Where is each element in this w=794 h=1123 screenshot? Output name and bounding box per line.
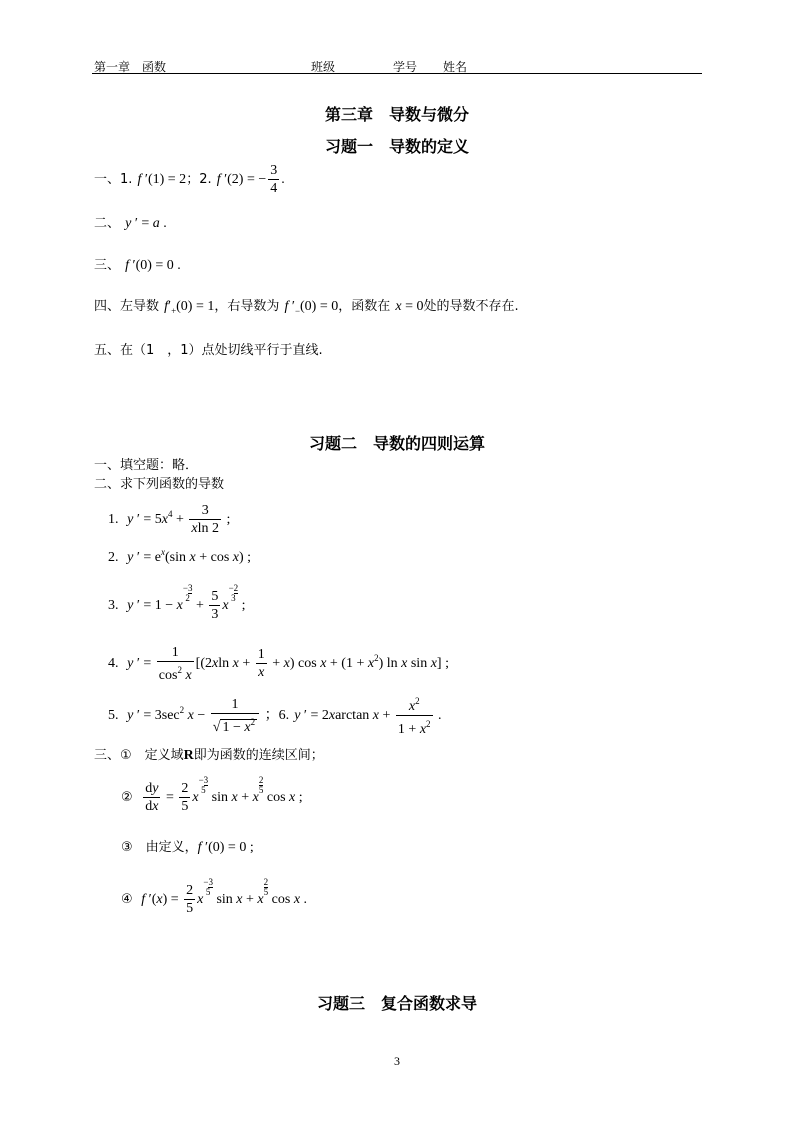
s2-item3 (108, 582, 246, 626)
header-rule (92, 73, 702, 74)
s1-q1-formula-b: f ′(2) = − $\frac{3}{4}$ . (216, 163, 285, 197)
s1-q3-prefix: 三、 (94, 258, 121, 273)
s1-q1-sep: ；2. (186, 172, 212, 187)
section2-title: 习题二 导数的四则运算 (308, 434, 485, 453)
s2-item1-formula: y ′ = $5x^4$ + $\frac{3}{xln 2}$ ; (127, 503, 231, 537)
s2-item4-number: 4. (108, 656, 119, 671)
s2-item4 (108, 636, 449, 683)
s1-q3-formula: f ′(0) = 0 . (125, 258, 181, 273)
s2-item5-formula: y ′ = $3\sec^2$ x − $\frac{1}{√ 1 - x^2}$ (124, 708, 265, 723)
s2-part3-tail: 即为函数的连续区间； (193, 748, 324, 763)
s2-part3 (94, 744, 324, 764)
s2-item5-number: 5. (108, 708, 119, 723)
header-class-label: 班级 (311, 60, 336, 74)
s1-q4-mid2: ，函数在 (338, 299, 391, 314)
s2-item3-number: 3. (108, 598, 119, 613)
s1-q2-formula: y ′ = a . (125, 216, 167, 231)
s1-q5: 五、在（1 ，1）点处切线平行于直线. (94, 343, 323, 358)
s2-c4-formula: f ′(x) = $\frac{2}{5}$ x−3 5 sin x + x $\frac{2}{5}$ cos x . (141, 877, 308, 917)
s1-q2-prefix: 二、 (94, 216, 121, 231)
s1-q1-prefix: 一、1. (94, 172, 133, 187)
page-number: 3 (394, 1054, 400, 1068)
s2-part3-r: R (183, 748, 194, 763)
s1-q4-tail: 处的导数不存在. (423, 299, 519, 314)
s2-c4-label: ④ (121, 892, 133, 907)
s2-c4 (121, 878, 307, 918)
s2-c3-label: ③ 由定义， (121, 840, 198, 855)
header-chapter: 第一章 函数 (94, 60, 167, 74)
s2-line1: 一、填空题：略． (94, 458, 199, 473)
s2-c3 (121, 836, 254, 856)
s1-q4-right: f $'_-(0) = 0$ (284, 299, 339, 316)
s1-q3 (94, 254, 181, 274)
s2-item1-number: 1. (108, 512, 119, 527)
s1-q4 (94, 295, 519, 316)
s2-item2-formula: y ′ = $e^x(\sin$ x + cos x) ; (127, 547, 252, 565)
s2-line2: 二、求下列函数的导数 (94, 477, 225, 492)
header-student-no-label: 学号 (393, 60, 418, 74)
s2-item2-number: 2. (108, 550, 119, 565)
s2-c2-label: ② (121, 790, 133, 805)
s1-q2 (94, 212, 167, 232)
section3-title: 习题三 复合函数求导 (316, 994, 477, 1013)
s1-q1-formula-a: f ′(1) = 2 (137, 172, 187, 187)
s2-part3-prefix: 三、① 定义域 (94, 748, 184, 763)
s2-item3-formula: y ′ = 1 − x−3 2 + $\frac{5}{3}$ x−2 3 ; (127, 583, 246, 623)
s1-q4-mid: ，右导数为 (214, 299, 280, 314)
s2-c3-formula: f ′(0) = 0 ; (197, 840, 254, 855)
s2-c2 (121, 776, 303, 816)
s2-item2 (108, 546, 251, 566)
s2-item1 (108, 494, 231, 537)
header-name-label: 姓名 (443, 60, 468, 74)
section1-title: 习题一 导数的定义 (324, 137, 469, 156)
s2-item6-number: ；6. (264, 708, 290, 723)
s1-q4-left: $f'_+(0) = 1$ (164, 299, 215, 316)
s1-q4-prefix: 四、左导数 (94, 299, 160, 314)
s2-item4-formula: y ′ = $\frac{1}{\cos^2 x}$ [(2xln x + $\frac{1}{x}$ + x) $\cos x + (1 + x^2)$ ln x sin x] ; (127, 644, 449, 683)
s2-item6-formula: y ′ = 2xarctan x + $\frac{x^2}{1 + x^2}$ . (294, 708, 441, 723)
chapter-title: 第三章 导数与微分 (324, 105, 469, 124)
s1-q1 (94, 158, 285, 198)
s2-c2-formula: $\frac{dy}{dx}$ = $\frac{2}{5}$ x−3 5 sin x + x $\frac{2}{5}$ cos x ; (145, 775, 303, 815)
s2-item5 (108, 688, 442, 738)
s1-q4-point: x = 0 (395, 299, 424, 314)
